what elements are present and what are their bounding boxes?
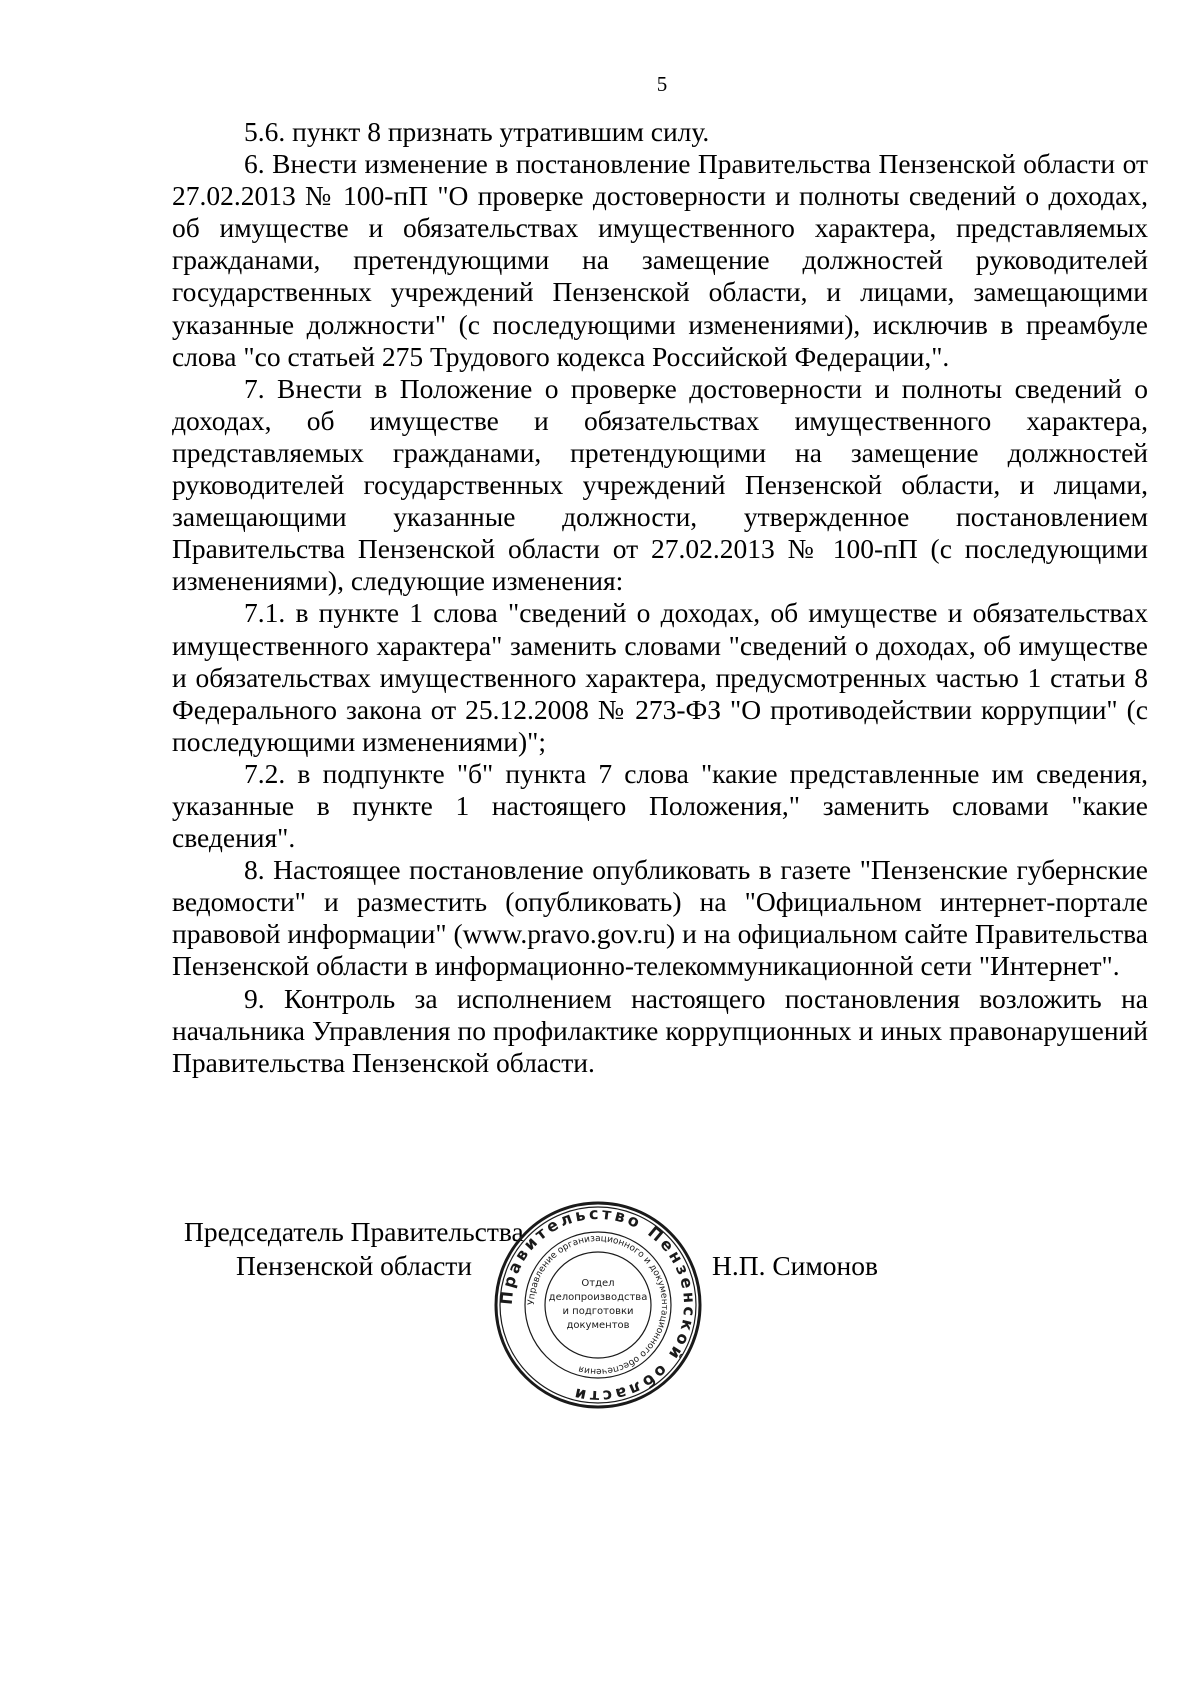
- seal-center-line1: Отдел: [581, 1278, 615, 1289]
- paragraph-7-1: 7.1. в пункте 1 слова "сведений о доходах, об имуществе и обязательствах имущественного характера" заменить словами "сведений о доходах, об имуществе и обязательствах имущественного характера, предусмотренных частью 1 статьи 8 Федерального закона от 25.12.2008 № 273-ФЗ "О противодействии коррупции" (с последующими изменениями)";: [172, 597, 1148, 757]
- official-seal: [493, 1200, 703, 1410]
- paragraph-6: 6. Внести изменение в постановление Правительства Пензенской области от 27.02.2013 № 100-пП "О проверке достоверности и полноты сведений о доходах, об имуществе и обязательствах имущественного характера, представляемых гражданами, претендующими на замещение должностей руководителей государственных учреждений Пензенской области, и лицами, замещающими указанные должности" (с последующими изменениями), исключив в преамбуле слова "со статьей 275 Трудового кодекса Российской Федерации,".: [172, 148, 1148, 372]
- seal-inner-ring-text: Управление организационного и документационного обеспечения: [526, 1233, 670, 1377]
- signatory-title-line1: Председатель Правительства: [184, 1216, 524, 1247]
- paragraph-9: 9. Контроль за исполнением настоящего постановления возложить на начальника Управления по профилактике коррупционных и иных правонарушений Правительства Пензенской области.: [172, 982, 1148, 1078]
- seal-center-line4: документов: [566, 1320, 630, 1331]
- paragraph-5-6: 5.6. пункт 8 признать утратившим силу.: [244, 116, 710, 147]
- paragraph-7-2: 7.2. в подпункте "б" пункта 7 слова "какие представленные им сведения, указанные в пункте 1 настоящего Положения," заменить словами "какие сведения".: [172, 757, 1148, 854]
- signatory-title-line2: Пензенской области: [236, 1250, 473, 1281]
- paragraph-8: 8. Настоящее постановление опубликовать в газете "Пензенские губернские ведомости" и разместить (опубликовать) на "Официальном интернет-портале правовой информации" (www.pravo.gov.ru) и на официальном сайте Правительства Пензенской области в информационно-телекоммуникационной сети "Интернет".: [172, 854, 1148, 982]
- seal-outer-text: Правительство Пензенской области: [496, 1203, 700, 1407]
- paragraph-7: 7. Внести в Положение о проверке достоверности и полноты сведений о доходах, об имуществе и обязательствах имущественного характера, представляемых гражданами, претендующими на замещение должностей руководителей государственных учреждений Пензенской области, и лицами, замещающими указанные должности, утвержденное постановлением Правительства Пензенской области от 27.02.2013 № 100-пП (с последующими изменениями), следующие изменения:: [172, 372, 1148, 597]
- signatory-name: Н.П. Симонов: [712, 1250, 879, 1281]
- svg-text:Управление организационного и: [527, 1234, 669, 1376]
- page-number: 5: [656, 72, 668, 96]
- seal-center-line3: и подготовки: [562, 1306, 634, 1317]
- seal-center-line2: делопроизводства: [548, 1292, 648, 1303]
